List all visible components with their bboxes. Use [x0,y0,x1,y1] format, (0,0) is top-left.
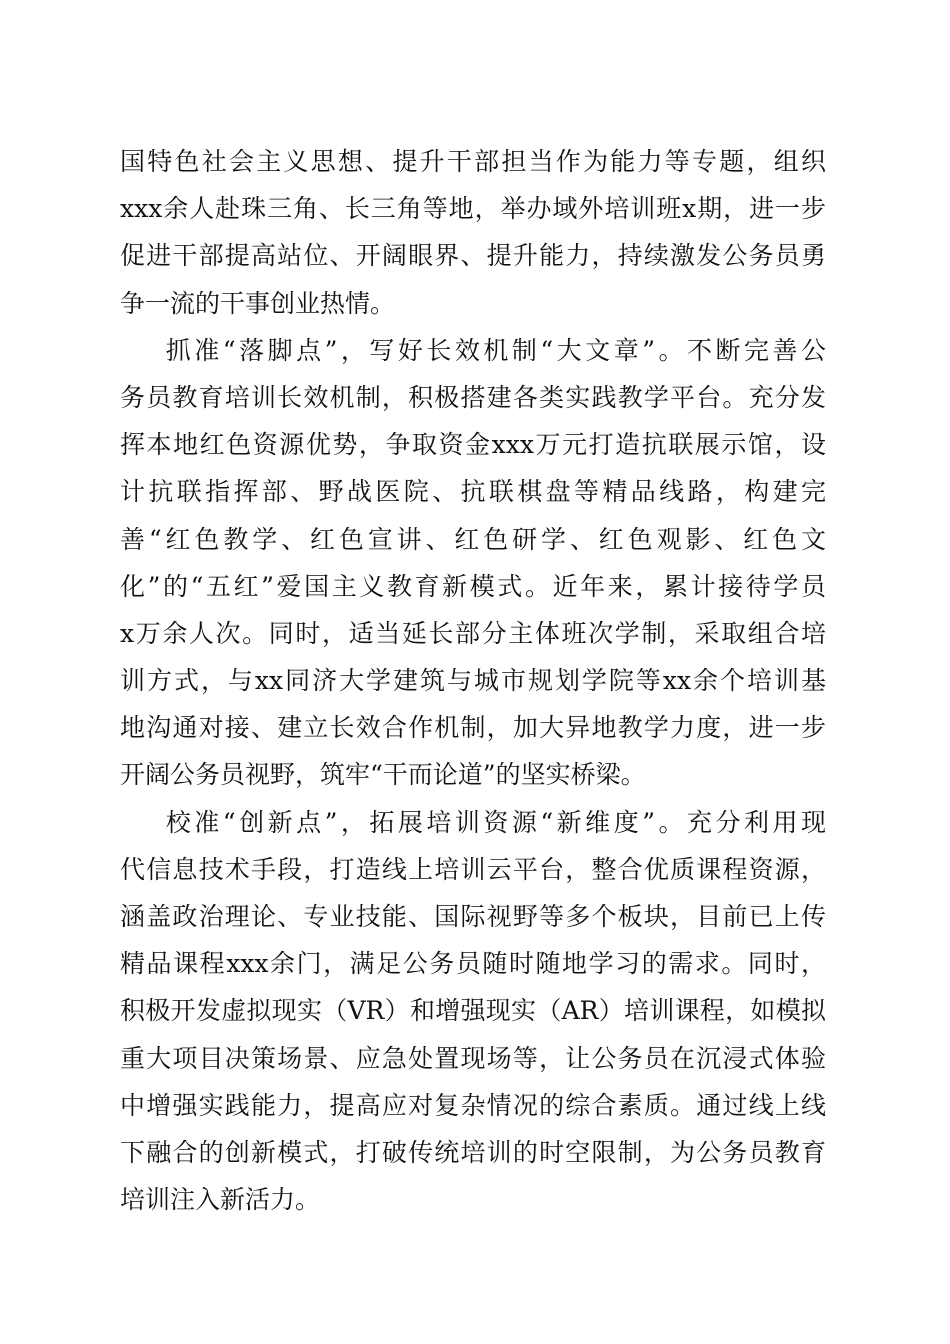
text-line: xxx余人赴珠三角、长三角等地，举办域外培训班x期，进一步 [120,194,826,224]
paragraph-1 [120,138,826,327]
text-line: 训方式，与xx同济大学建筑与城市规划学院等xx余个培训基 [120,666,826,696]
text-line: 计抗联指挥部、野战医院、抗联棋盘等精品线路，构建完 [120,477,826,507]
text-line: 重大项目决策场景、应急处置现场等，让公务员在沉浸式体验 [120,1043,826,1073]
text-line: 培训注入新活力。 [120,1185,321,1215]
text-line: 抓准“落脚点”，写好长效机制“大文章”。不断完善公 [120,335,826,365]
text-line: 代信息技术手段，打造线上培训云平台，整合优质课程资源， [120,854,826,884]
text-line: 中增强实践能力，提高应对复杂情况的综合素质。通过线上线 [120,1090,826,1120]
paragraph-2 [120,327,826,799]
text-line: 开阔公务员视野，筑牢“干而论道”的坚实桥梁。 [120,760,646,790]
text-line: x万余人次。同时，适当延长部分主体班次学制，采取组合培 [120,618,826,648]
text-line: 务员教育培训长效机制，积极搭建各类实践教学平台。充分发 [120,382,826,412]
text-line: 化”的“五红”爱国主义教育新模式。近年来，累计接待学员 [120,571,826,601]
text-line: 善“红色教学、红色宣讲、红色研学、红色观影、红色文 [120,524,826,554]
text-line: 校准“创新点”，拓展培训资源“新维度”。充分利用现 [120,807,826,837]
text-line: 涵盖政治理论、专业技能、国际视野等多个板块，目前已上传 [120,902,826,931]
text-line: 挥本地红色资源优势，争取资金xxx万元打造抗联展示馆，设 [120,430,826,460]
text-line: 积极开发虚拟现实（VR）和增强现实（AR）培训课程，如模拟 [120,996,826,1026]
text-line: 精品课程xxx余门，满足公务员随时随地学习的需求。同时， [120,949,826,979]
text-line: 促进干部提高站位、开阔眼界、提升能力，持续激发公务员勇 [120,241,826,271]
paragraph-3 [120,799,826,1224]
text-line: 地沟通对接、建立长效合作机制，加大异地教学力度，进一步 [120,713,826,743]
document-body [120,138,826,1223]
text-line: 下融合的创新模式，打破传统培训的时空限制，为公务员教育 [120,1137,826,1167]
text-line: 国特色社会主义思想、提升干部担当作为能力等专题，组织 [120,147,826,176]
text-line: 争一流的干事创业热情。 [120,288,396,318]
